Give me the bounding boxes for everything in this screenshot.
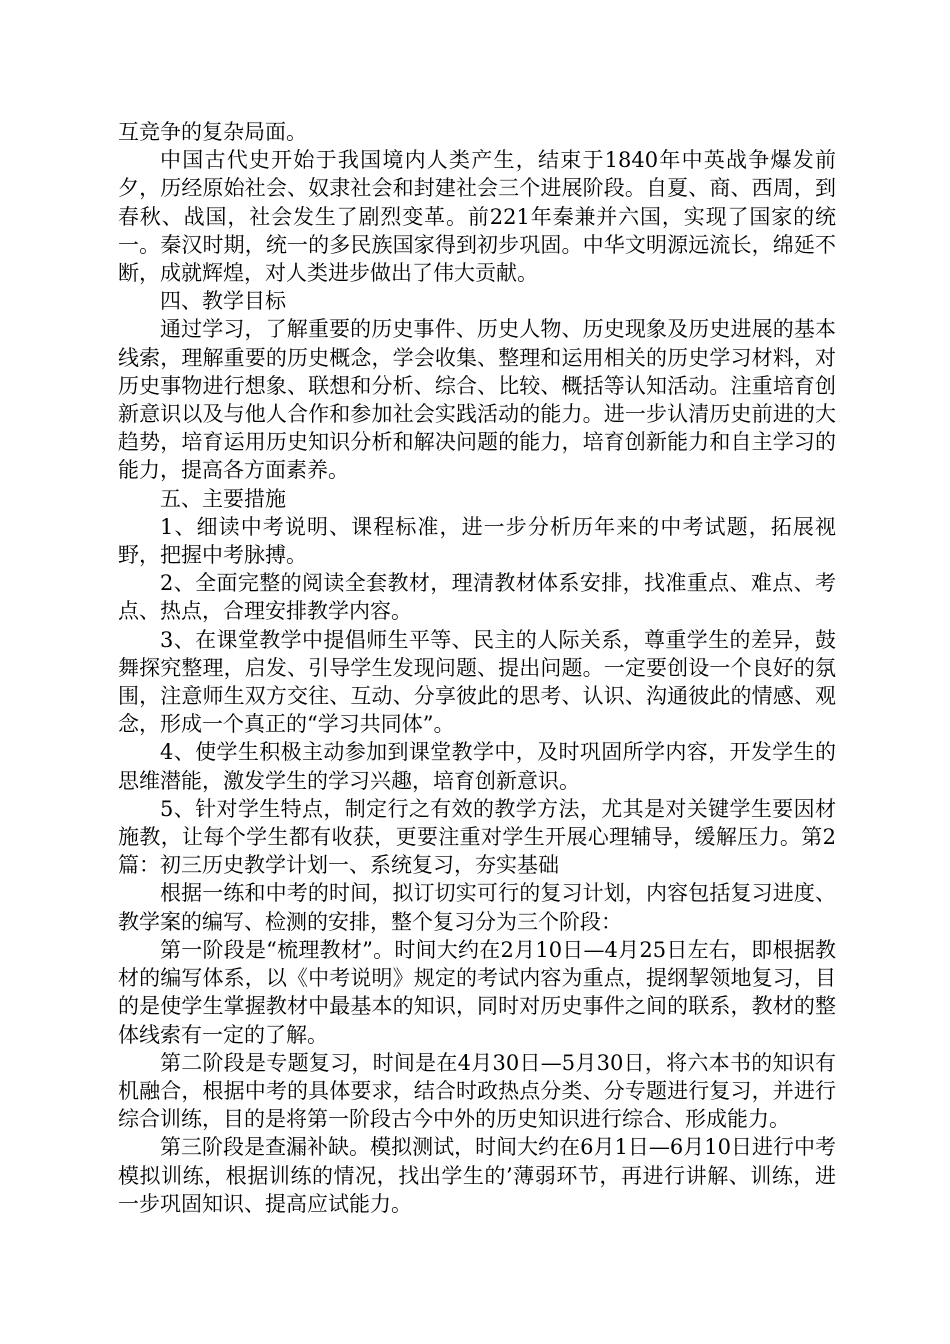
paragraph: 通过学习，了解重要的历史事件、历史人物、历史现象及历史进展的基本线索，理解重要的历史概念，学会收集、整理和运用相关的历史学习材料，对历史事物进行想象、联想和分析、综合、比较、概括等认知活动。注重培育创新意识以及与他人合作和参加社会实践活动的能力。进一步认清历史前进的大趋势，培育运用历史知识分析和解决问题的能力，培育创新能力和自主学习的能力，提高各方面素养。 — [118, 317, 836, 483]
list-item: 3、在课堂教学中提倡师生平等、民主的人际关系，尊重学生的差异，鼓舞探究整理，启发、引导学生发现问题、提出问题。一定要创设一个良好的氛围，注意师生双方交往、互动、分享彼此的思考、认识、沟通彼此的情感、观念，形成一个真正的“学习共同体”。 — [118, 627, 836, 737]
list-item: 1、细读中考说明、课程标准，进一步分析历年来的中考试题，拓展视野，把握中考脉搏。 — [118, 514, 836, 568]
paragraph: 根据一练和中考的时间，拟订切实可行的复习计划，内容包括复习进度、教学案的编写、检测的安排，整个复习分为三个阶段： — [118, 881, 836, 934]
paragraph: 互竞争的复杂局面。 — [118, 120, 307, 144]
list-item: 4、使学生积极主动参加到课堂教学中，及时巩固所学内容，开发学生的思维潜能，激发学生的学习兴趣，培育创新意识。 — [118, 740, 836, 793]
list-item: 5、针对学生特点，制定行之有效的教学方法，尤其是对关键学生要因材施教，让每个学生都有收获，更要注重对学生开展心理辅导，缓解压力。第2篇：初三历史教学计划一、系统复习，夯实基础 — [118, 796, 836, 878]
document-body — [118, 118, 836, 1218]
section-heading: 四、教学目标 — [160, 289, 286, 314]
paragraph: 第三阶段是查漏补缺。模拟测试，时间大约在6月1日—6月10日进行中考模拟训练，根据训练的情况，找出学生的’薄弱环节，再进行讲解、训练，进一步巩固知识、提高应试能力。 — [118, 1135, 836, 1216]
section-heading: 五、主要措施 — [160, 486, 286, 511]
paragraph: 第一阶段是“梳理教材”。时间大约在2月10日—4月25日左右，即根据教材的编写体系，以《中考说明》规定的考试内容为重点，提纲挈领地复习，目的是使学生掌握教材中最基本的知识，同时对历史事件之间的联系，教材的整体线索有一定的了解。 — [118, 937, 836, 1047]
paragraph: 中国古代史开始于我国境内人类产生，结束于1840年中英战争爆发前夕，历经原始社会、奴隶社会和封建社会三个进展阶段。自夏、商、西周，到春秋、战国，社会发生了剧烈变革。前221年秦兼并六国，实现了国家的统一。秦汉时期，统一的多民族国家得到初步巩固。中华文明源远流长，绵延不断，成就辉煌，对人类进步做出了伟大贡献。 — [118, 148, 836, 286]
list-item: 2、全面完整的阅读全套教材，理清教材体系安排，找准重点、难点、考点、热点，合理安排教学内容。 — [118, 571, 836, 624]
paragraph: 第二阶段是专题复习，时间是在4月30日—5月30日，将六本书的知识有机融合，根据中考的具体要求，结合时政热点分类、分专题进行复习，并进行综合训练，目的是将第一阶段古今中外的历史知识进行综合、形成能力。 — [118, 1050, 836, 1132]
